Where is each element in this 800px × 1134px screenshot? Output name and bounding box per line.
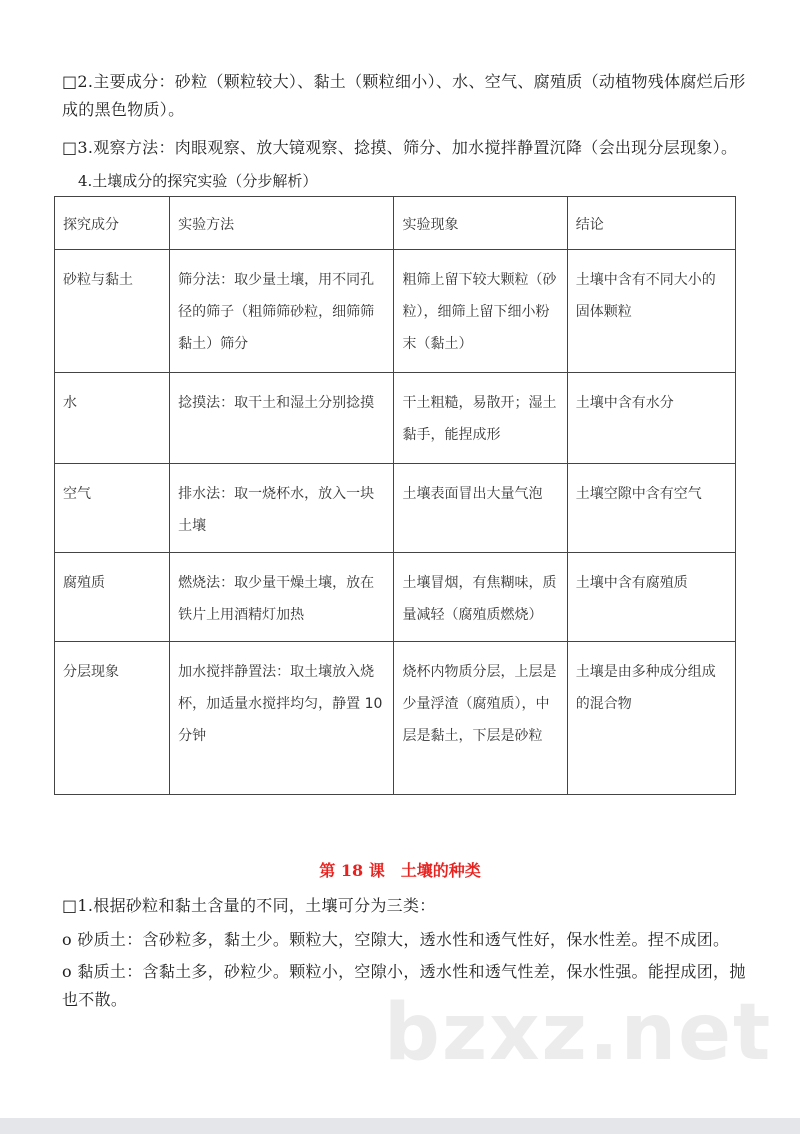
table-row <box>55 373 736 464</box>
table-cell: 空气 <box>55 464 170 553</box>
item-main-components <box>62 68 752 124</box>
table-cell: 土壤是由多种成分组成的混合物 <box>567 642 735 795</box>
table-header-cell: 探究成分 <box>55 197 170 250</box>
item-experiment-heading: 4.土壤成分的探究实验（分步解析） <box>78 172 318 190</box>
item-soil-types <box>62 892 752 920</box>
item-observation-methods <box>62 134 752 162</box>
table-row <box>55 250 736 373</box>
table-cell: 土壤空隙中含有空气 <box>567 464 735 553</box>
item-soil-types-text: □1.根据砂粒和黏土含量的不同，土壤可分为三类： <box>62 896 436 915</box>
table-cell: 土壤中含有不同大小的固体颗粒 <box>567 250 735 373</box>
table-row <box>55 553 736 642</box>
table-cell: 土壤中含有腐殖质 <box>567 553 735 642</box>
table-cell: 捻摸法：取干土和湿土分别捻摸 <box>170 373 394 464</box>
table-header-row <box>55 197 736 250</box>
item-observation-methods-text: □3.观察方法：肉眼观察、放大镜观察、捻摸、筛分、加水搅拌静置沉降（会出现分层现象）。 <box>62 138 738 157</box>
table-cell: 排水法：取一烧杯水，放入一块土壤 <box>170 464 394 553</box>
watermark: bzxz.net <box>384 988 773 1078</box>
table-cell: 土壤冒烟，有焦糊味，质量减轻（腐殖质燃烧） <box>394 553 567 642</box>
bottom-bar <box>0 1118 800 1134</box>
table-cell: 砂粒与黏土 <box>55 250 170 373</box>
table-row <box>55 464 736 553</box>
table-cell: 腐殖质 <box>55 553 170 642</box>
item-sandy-soil-text: o 砂质土：含砂粒多，黏土少。颗粒大，空隙大，透水性和透气性好，保水性差。捏不成团。 <box>62 930 730 949</box>
table-header-cell: 实验现象 <box>394 197 567 250</box>
table-cell: 烧杯内物质分层，上层是少量浮渣（腐殖质），中层是黏土，下层是砂粒 <box>394 642 567 795</box>
item-main-components-text: □2.主要成分：砂粒（颗粒较大）、黏土（颗粒细小）、水、空气、腐殖质（动植物残体腐烂后形成的黑色物质）。 <box>62 72 746 119</box>
table-row <box>55 642 736 795</box>
item-clay-soil-text: o 黏质土：含黏土多，砂粒少。颗粒小，空隙小，透水性和透气性差，保水性强。能捏成团，抛也不散。 <box>62 962 746 1009</box>
table-header-cell: 实验方法 <box>170 197 394 250</box>
lesson-title: 第 18 课 土壤的种类 <box>319 861 481 880</box>
experiment-table <box>54 196 736 795</box>
table-cell: 粗筛上留下较大颗粒（砂粒），细筛上留下细小粉末（黏土） <box>394 250 567 373</box>
table-cell: 干土粗糙，易散开；湿土黏手，能捏成形 <box>394 373 567 464</box>
table-cell: 加水搅拌静置法：取土壤放入烧杯，加适量水搅拌均匀，静置 10 分钟 <box>170 642 394 795</box>
table-cell: 燃烧法：取少量干燥土壤，放在铁片上用酒精灯加热 <box>170 553 394 642</box>
table-cell: 分层现象 <box>55 642 170 795</box>
table-header-cell: 结论 <box>567 197 735 250</box>
table-cell: 土壤中含有水分 <box>567 373 735 464</box>
item-sandy-soil <box>62 926 752 954</box>
table-cell: 土壤表面冒出大量气泡 <box>394 464 567 553</box>
table-cell: 筛分法：取少量土壤，用不同孔径的筛子（粗筛筛砂粒，细筛筛黏土）筛分 <box>170 250 394 373</box>
table-cell: 水 <box>55 373 170 464</box>
